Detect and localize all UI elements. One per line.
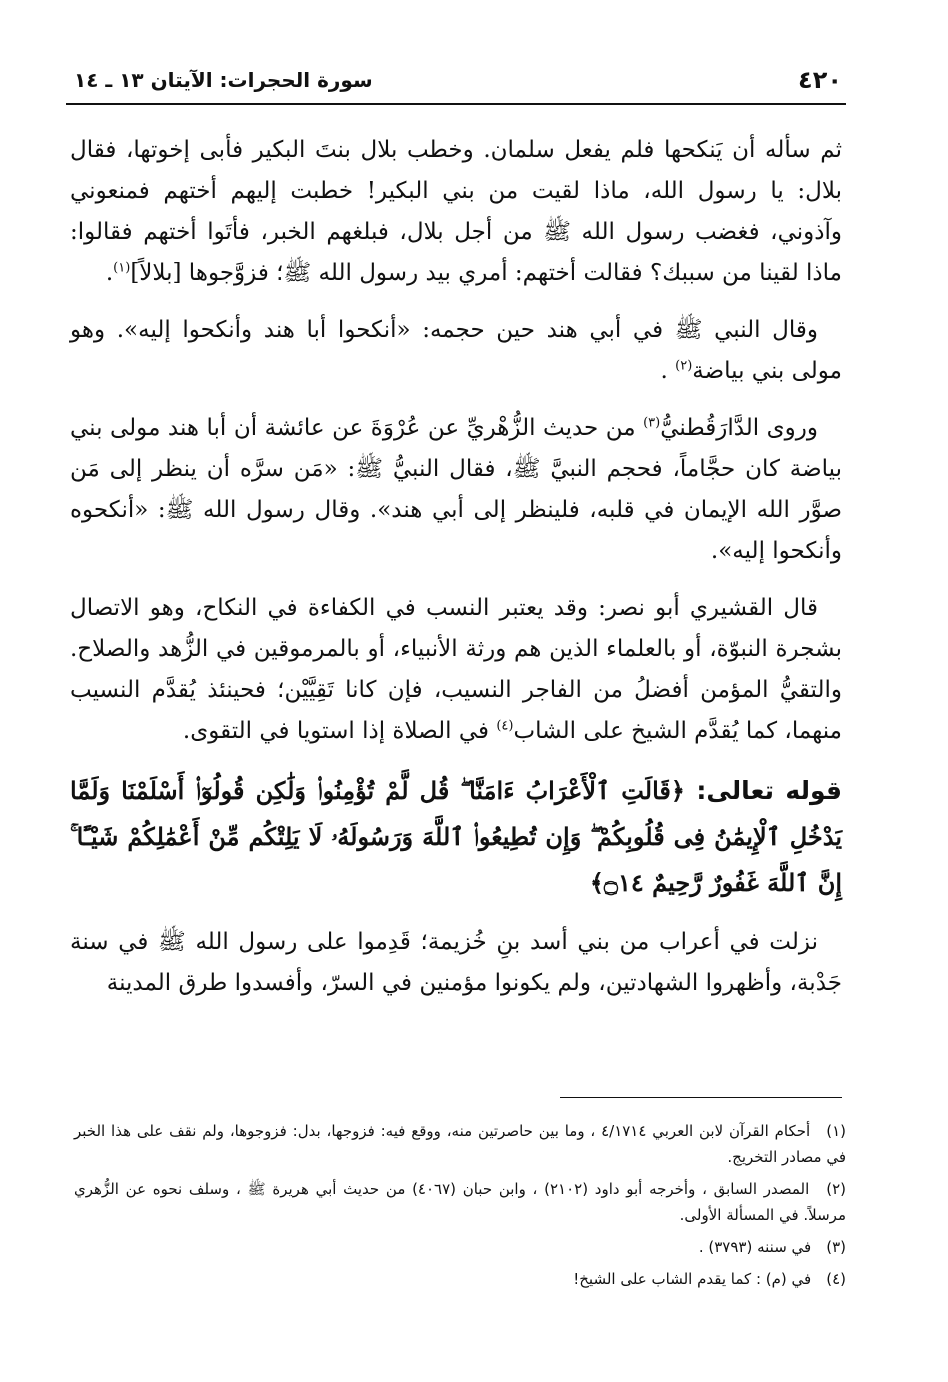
footnote-1-text: أحكام القرآن لابن العربي ٤/١٧١٤ ، وما بين حاصرتين منه، ووقع فيه: فزوجها، بدل: فزوجوها، ولم نقف على هذا الخبر في مصادر التخريج. <box>74 1122 846 1166</box>
paragraph-4 <box>70 588 842 752</box>
footnote-2 <box>74 1176 846 1228</box>
paragraph-2-text: وقال النبي ﷺ في أبي هند حين حجمه: «أنكحوا أبا هند وأنكحوا إليه». وهو مولى بني بياضة <box>70 317 842 384</box>
paragraph-3 <box>70 408 842 572</box>
paragraph-2 <box>70 310 842 392</box>
paragraph-4-text: قال القشيري أبو نصر: وقد يعتبر النسب في الكفاءة في النكاح، وهو الاتصال بشجرة النبوّة، أو بالعلماء الذين هم ورثة الأنبياء، أو بالمرموقين في الزُّهد والصلاح. والتقيُّ المؤمن أفضلُ من الفاجر النسيب، فإن كانا تَقِيَّيْن؛ فحينئذ يُقدَّم النسيب منهما، كما يُقدَّم الشيخ على الشاب <box>70 595 842 744</box>
page-number: ٤٢٠ <box>798 66 842 94</box>
paragraph-after-verse <box>70 922 842 1004</box>
paragraph-3-tail: من حديث الزُّهْريِّ عن عُرْوَةَ عن عائشة أن أبا هند مولى بني بياضة كان حجَّاماً، فحجم النبيَّ ﷺ، فقال النبيُّ ﷺ: «مَن سرَّه أن ينظر إلى مَن صوَّر الله الإيمان في قلبه، فلينظر إلى أبي هند». وقال رسول الله ﷺ: «أنكحوه وأنكحوا إليه». <box>70 415 842 564</box>
footnote-2-number: (٢) <box>826 1180 846 1198</box>
footnote-3-text: في سننه (٣٧٩٣) . <box>698 1238 812 1256</box>
footnote-1-number: (١) <box>826 1122 846 1140</box>
quran-verse <box>70 768 842 906</box>
footnote-2-text: المصدر السابق ، وأخرجه أبو داود (٢١٠٢) ، وابن حبان (٤٠٦٧) من حديث أبي هريرة ﷺ ، وسلف نحوه عن الزُّهري مرسلاً. في المسألة الأولى. <box>74 1180 846 1224</box>
verse-text: ﴿قَالَتِ ٱلْأَعْرَابُ ءَامَنَّا ۖ قُل لَّمْ تُؤْمِنُوا۟ وَلَٰكِن قُولُوٓا۟ أَسْلَمْنَا وَلَمَّا يَدْخُلِ ٱلْإِيمَٰنُ فِى قُلُوبِكُمْ ۖ وَإِن تُطِيعُوا۟ ٱللَّهَ وَرَسُولَهُۥ لَا يَلِتْكُم مِّنْ أَعْمَٰلِكُمْ شَيْـًٔا ۚ إِنَّ ٱللَّهَ غَفُورٌ رَّحِيمٌ ۝١٤﴾ <box>70 776 842 897</box>
footnote-rule <box>560 1097 842 1098</box>
footnote-4-number: (٤) <box>826 1270 846 1288</box>
footnote-4-text: في (م) : كما يقدم الشاب على الشيخ! <box>573 1270 812 1288</box>
paragraph-1 <box>70 130 842 294</box>
footnote-ref-2: (٢) <box>675 358 693 374</box>
paragraph-4-tail: في الصلاة إذا استويا في التقوى. <box>182 718 497 744</box>
footnote-ref-1: (١) <box>113 260 131 276</box>
footnote-ref-3: (٣) <box>643 415 661 431</box>
header-rule <box>66 103 846 105</box>
footnote-3 <box>74 1234 846 1260</box>
page-header <box>66 66 846 102</box>
paragraph-1-tail: . <box>105 260 114 286</box>
main-text <box>70 130 842 1020</box>
paragraph-2-tail: . <box>660 358 676 384</box>
footnotes <box>74 1118 846 1298</box>
footnote-4 <box>74 1266 846 1292</box>
footnote-1 <box>74 1118 846 1170</box>
verse-lead: قوله تعالى: <box>684 776 842 805</box>
footnote-3-number: (٣) <box>826 1238 846 1256</box>
paragraph-3-text: وروى الدَّارَقُطنيُّ <box>660 415 818 441</box>
paragraph-1-text: ثم سأله أن يَنكحها فلم يفعل سلمان. وخطب بلال بنتَ البكير فأبى إخوتها، فقال بلال: يا رسول الله، ماذا لقيت من بني البكير! خطبت إليهم أختهم فمنعوني وآذوني، فغضب رسول الله ﷺ من أجل بلال، فبلغهم الخبر، فأتَوا أختهم فقالوا: ماذا لقينا من سببك؟ فقالت أختهم: أمري بيد رسول الله ﷺ؛ فزوَّجوها [بلالاً] <box>70 137 842 286</box>
footnote-ref-4: (٤) <box>496 718 514 734</box>
running-head: سورة الحجرات: الآيتان ١٣ ـ ١٤ <box>74 68 373 92</box>
paragraph-after-verse-text: نزلت في أعراب من بني أسد بنِ خُزيمة؛ قَدِموا على رسول الله ﷺ في سنة جَدْبة، وأظهروا الشهادتين، ولم يكونوا مؤمنين في السرّ، وأفسدوا طرق المدينة <box>70 929 842 996</box>
